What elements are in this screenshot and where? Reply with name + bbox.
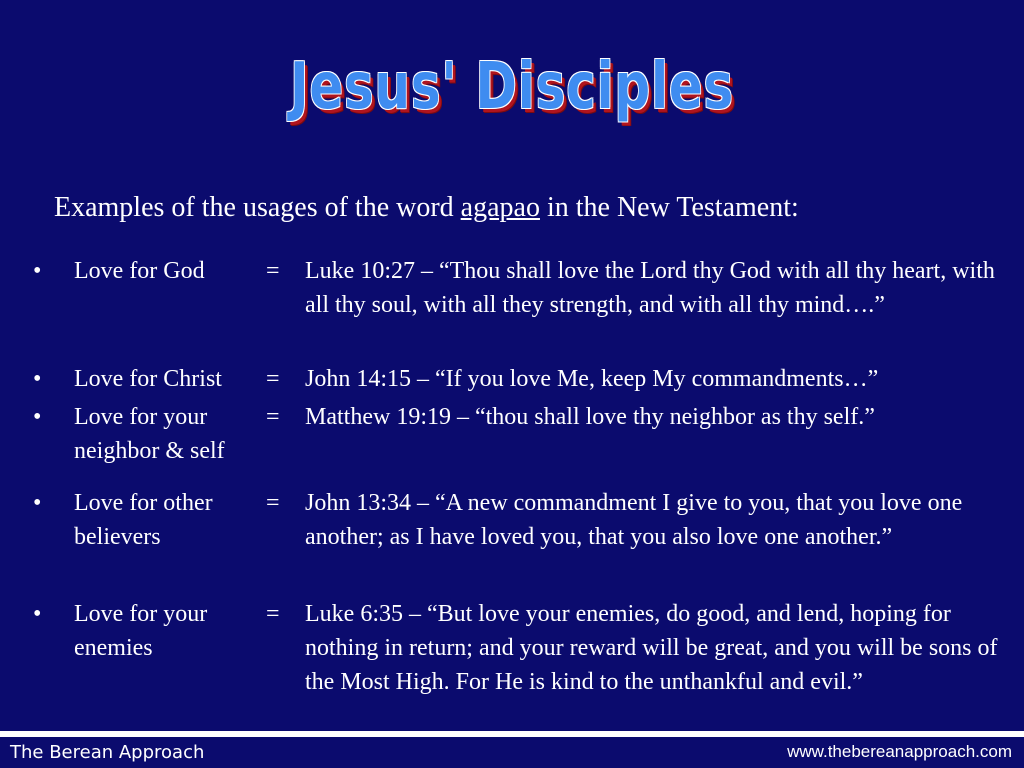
footer-website-link[interactable]: www.thebereanapproach.com [787,742,1012,761]
bullet-marker: • [33,490,42,516]
verse-text: Luke 10:27 – “Thou shall love the Lord thy God with all thy heart, with all thy soul, with all they strength, and with all thy mind….” [305,258,995,318]
equals-sign: = [266,404,280,430]
bullet-marker: • [33,258,42,284]
subtitle-before: Examples of the usages of the word [54,192,461,223]
verse-text: Luke 6:35 – “But love your enemies, do good, and lend, hoping for nothing in return; and your reward will be great, and you will be sons of the Most High. For He is kind to the unthankful and evil.” [305,601,998,695]
subtitle-keyword: agapao [460,192,540,223]
bullet-marker: • [33,366,42,392]
topic-label: Love for other believers [74,490,213,550]
equals-sign: = [266,601,280,627]
slide-subtitle [54,192,799,224]
footer-divider [0,731,1024,737]
subtitle-after: in the New Testament: [539,192,799,223]
verse-text: John 14:15 – “If you love Me, keep My commandments…” [305,366,879,392]
equals-sign: = [266,366,280,392]
footer-brand: The Berean Approach [10,742,205,763]
topic-label: Love for Christ [74,366,222,392]
verse-text: John 13:34 – “A new commandment I give to you, that you love one another; as I have loved you, that you also love one another.” [305,490,963,550]
equals-sign: = [266,490,280,516]
verse-text: Matthew 19:19 – “thou shall love thy neighbor as thy self.” [305,404,875,430]
topic-label: Love for your enemies [74,601,208,661]
equals-sign: = [266,258,280,284]
bullet-marker: • [33,601,42,627]
bullet-marker: • [33,404,42,430]
topic-label: Love for God [74,258,205,284]
slide-title: Jesus' Disciples [290,50,734,124]
topic-label: Love for your neighbor & self [74,404,225,464]
